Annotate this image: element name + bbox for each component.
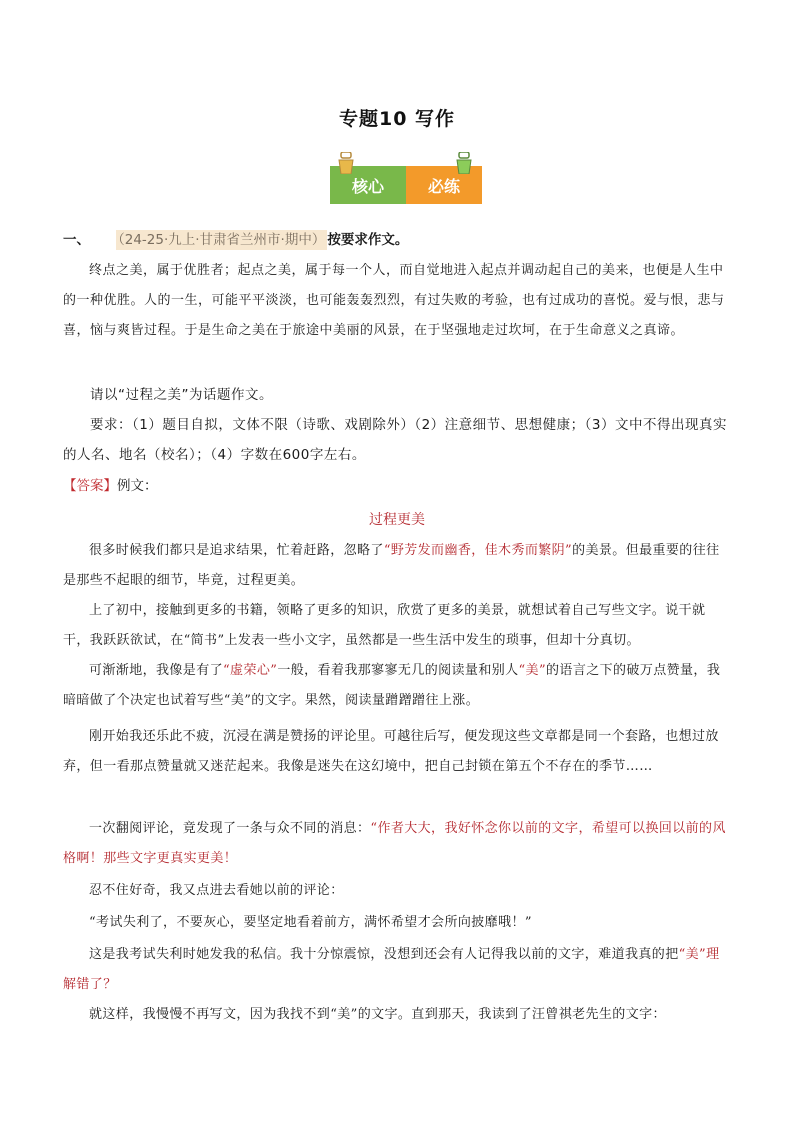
binder-clip-icon — [456, 152, 472, 174]
essay-paragraph: 就这样，我慢慢不再写文，因为我找不到“美”的文字。直到那天，我读到了汪曾祺老先生的文字： — [89, 1007, 666, 1022]
question-material: 终点之美，属于优胜者；起点之美，属于每一个人，而自觉地进入起点并调动起自己的美来，也便是人生中的一种优胜。人的一生，可能平平淡淡，也可能轰轰烈烈，有过失败的考验，也有过成功的喜悦。爱与恨，悲与喜，恼与爽皆过程。于是生命之美在于旅途中美丽的风景，在于坚强地走过坎坷，在于生命意义之真谛。 — [63, 263, 725, 338]
essay-paragraph: 忍不住好奇，我又点进去看她以前的评论： — [89, 883, 344, 898]
question-instruction: 按要求作文。 — [327, 232, 409, 248]
answer-label: 【答案】 — [63, 478, 117, 494]
question-header — [63, 228, 743, 248]
essay-title: 过程更美 — [369, 512, 425, 528]
badge-core-label: 核心 — [330, 166, 406, 204]
question-source: （24-25·九上·甘肃省兰州市·期中） — [118, 232, 326, 248]
question-requirements: 要求：（1）题目自拟，文体不限（诗歌、戏剧除外）（2）注意细节、思想健康；（3）文中不得出现真实的人名、地名（校名）；（4）字数在600字左右。 — [63, 417, 728, 463]
binder-clip-icon — [338, 152, 354, 174]
badge-practice-label: 必练 — [406, 166, 482, 204]
section-badge — [330, 166, 482, 204]
essay-paragraph: 刚开始我还乐此不疲，沉浸在满是赞扬的评论里。可越往后写，便发现这些文章都是同一个套路，也想过放弃，但一看那点赞量就又迷茫起来。我像是迷失在这幻境中，把自己封锁在第五个不存在的季节…… — [63, 729, 719, 774]
essay-paragraph: 可渐渐地，我像是有了“虚荣心”一般，看着我那寥寥无几的阅读量和别人“美”的语言之下的破万点赞量，我暗暗做了个决定也试着写些“美”的文字。果然，阅读量蹭蹭蹭往上涨。 — [63, 663, 721, 708]
essay-paragraph: 很多时候我们都只是追求结果，忙着赶路，忽略了“野芳发而幽香，佳木秀而繁阴”的美景。但最重要的往往是那些不起眼的细节，毕竟，过程更美。 — [63, 543, 720, 588]
question-topic: 请以“过程之美”为话题作文。 — [90, 387, 273, 403]
essay-paragraph: 上了初中，接触到更多的书籍，领略了更多的知识，欣赏了更多的美景，就想试着自己写些文字。说干就干，我跃跃欲试，在“简书”上发表一些小文字，虽然都是一些生活中发生的琐事，但却十分真切。 — [63, 603, 706, 648]
essay-paragraph: 一次翻阅评论，竟发现了一条与众不同的消息：“作者大大，我好怀念你以前的文字，希望可以换回以前的风格啊！那些文字更真实更美！ — [63, 821, 726, 866]
essay-paragraph: 这是我考试失利时她发我的私信。我十分惊震惊，没想到还会有人记得我以前的文字，难道我真的把“美”理解错了？ — [63, 947, 720, 992]
answer-header — [63, 474, 158, 494]
answer-label-suffix: 例文： — [117, 478, 158, 494]
question-number: 一、 — [63, 232, 90, 248]
essay-quote: “考试失利了，不要灰心，要坚定地看着前方，满怀希望才会所向披靡哦！” — [89, 915, 532, 930]
page-title: 专题10 写作 — [338, 108, 456, 130]
